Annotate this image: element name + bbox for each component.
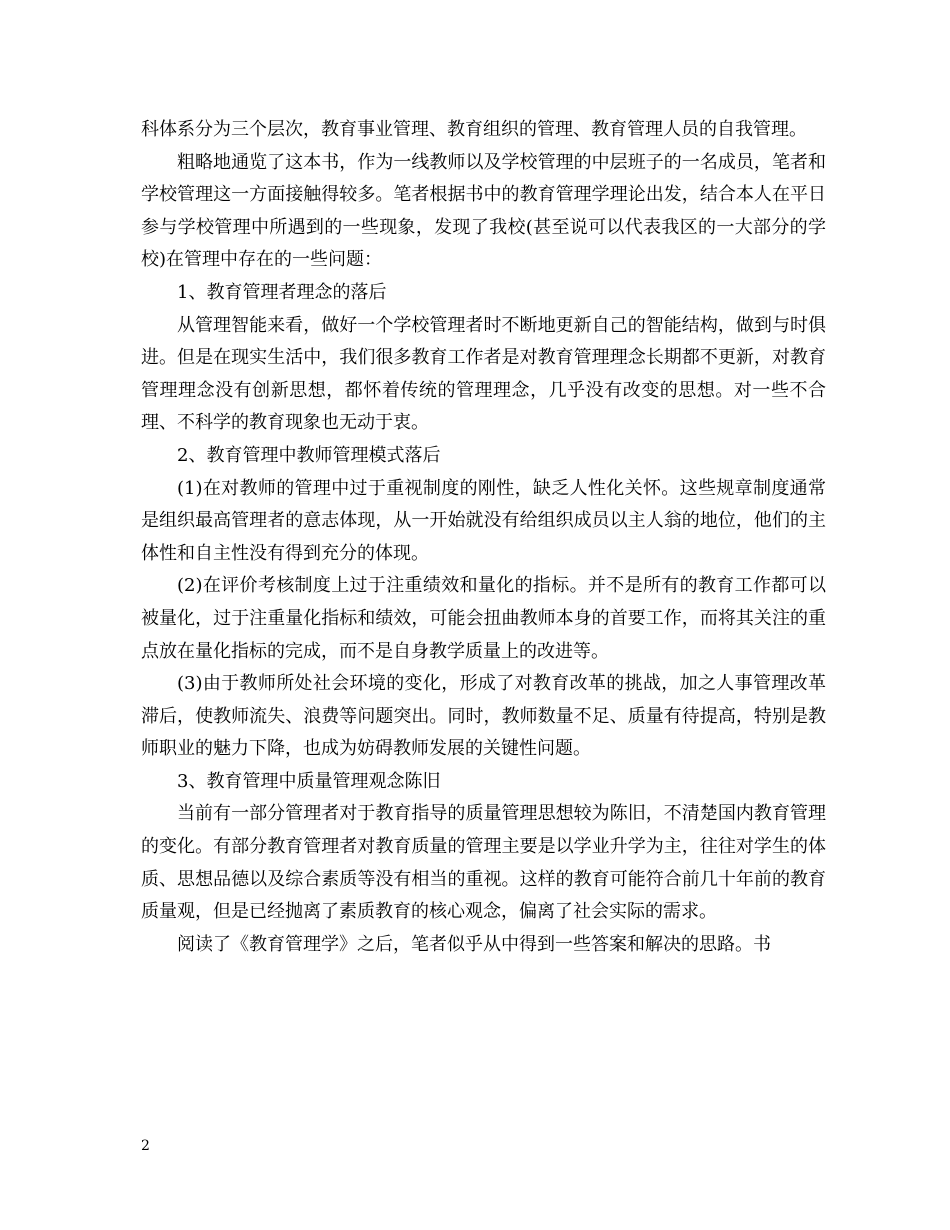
paragraph-problem-3: 当前有一部分管理者对于教育指导的质量管理思想较为陈旧，不清楚国内教育管理的变化。有部分教育管理者对教育质量的管理主要是以学业升学为主，往往对学生的体质、思想品德以及综合素质等没有相当的重视。这样的教育可能符合前几十年前的教育质量观，但是已经抛离了素质教育的核心观念，偏离了社会实际的需求。 — [141, 803, 826, 923]
heading-problem-1: 1、教育管理者理念的落后 — [177, 281, 387, 303]
paragraph-continuation: 科体系分为三个层次，教育事业管理、教育组织的管理、教育管理人员的自我管理。 — [141, 119, 807, 140]
paragraph-problem-2-item-3: (3)由于教师所处社会环境的变化，形成了对教育改革的挑战，加之人事管理改革滞后，使教师流失、浪费等问题突出。同时，教师数量不足、质量有待提高，特别是教师职业的魅力下降，也成为妨碍教师发展的关键性问题。 — [141, 673, 826, 760]
paragraph-book-overview: 粗略地通览了这本书，作为一线教师以及学校管理的中层班子的一名成员，笔者和学校管理这一方面接触得较多。笔者根据书中的教育管理学理论出发，结合本人在平日参与学校管理中所遇到的一些现象，发现了我校(甚至说可以代表我区的一大部分的学校)在管理中存在的一些问题： — [141, 151, 826, 271]
paragraph-problem-2-item-2: (2)在评价考核制度上过于注重绩效和量化的指标。并不是所有的教育工作都可以被量化，过于注重量化指标和绩效，可能会扭曲教师本身的首要工作，而将其关注的重点放在量化指标的完成，而不是自身教学质量上的改进等。 — [141, 575, 826, 662]
heading-problem-2: 2、教育管理中教师管理模式落后 — [177, 444, 441, 466]
body-text — [141, 114, 826, 961]
page-number: 2 — [141, 1138, 150, 1154]
paragraph-problem-1: 从管理智能来看，做好一个学校管理者时不断地更新自己的智能结构，做到与时俱进。但是在现实生活中，我们很多教育工作者是对教育管理理念长期都不更新，对教育管理理念没有创新思想，都怀着传统的管理理念，几乎没有改变的思想。对一些不合理、不科学的教育现象也无动于衷。 — [141, 314, 826, 434]
paragraph-problem-2-item-1: (1)在对教师的管理中过于重视制度的刚性，缺乏人性化关怀。这些规章制度通常是组织最高管理者的意志体现，从一开始就没有给组织成员以主人翁的地位，他们的主体性和自主性没有得到充分的体现。 — [141, 477, 826, 564]
heading-problem-3: 3、教育管理中质量管理观念陈旧 — [177, 770, 441, 792]
paragraph-reflection: 阅读了《教育管理学》之后，笔者似乎从中得到一些答案和解决的思路。书 — [177, 933, 771, 955]
